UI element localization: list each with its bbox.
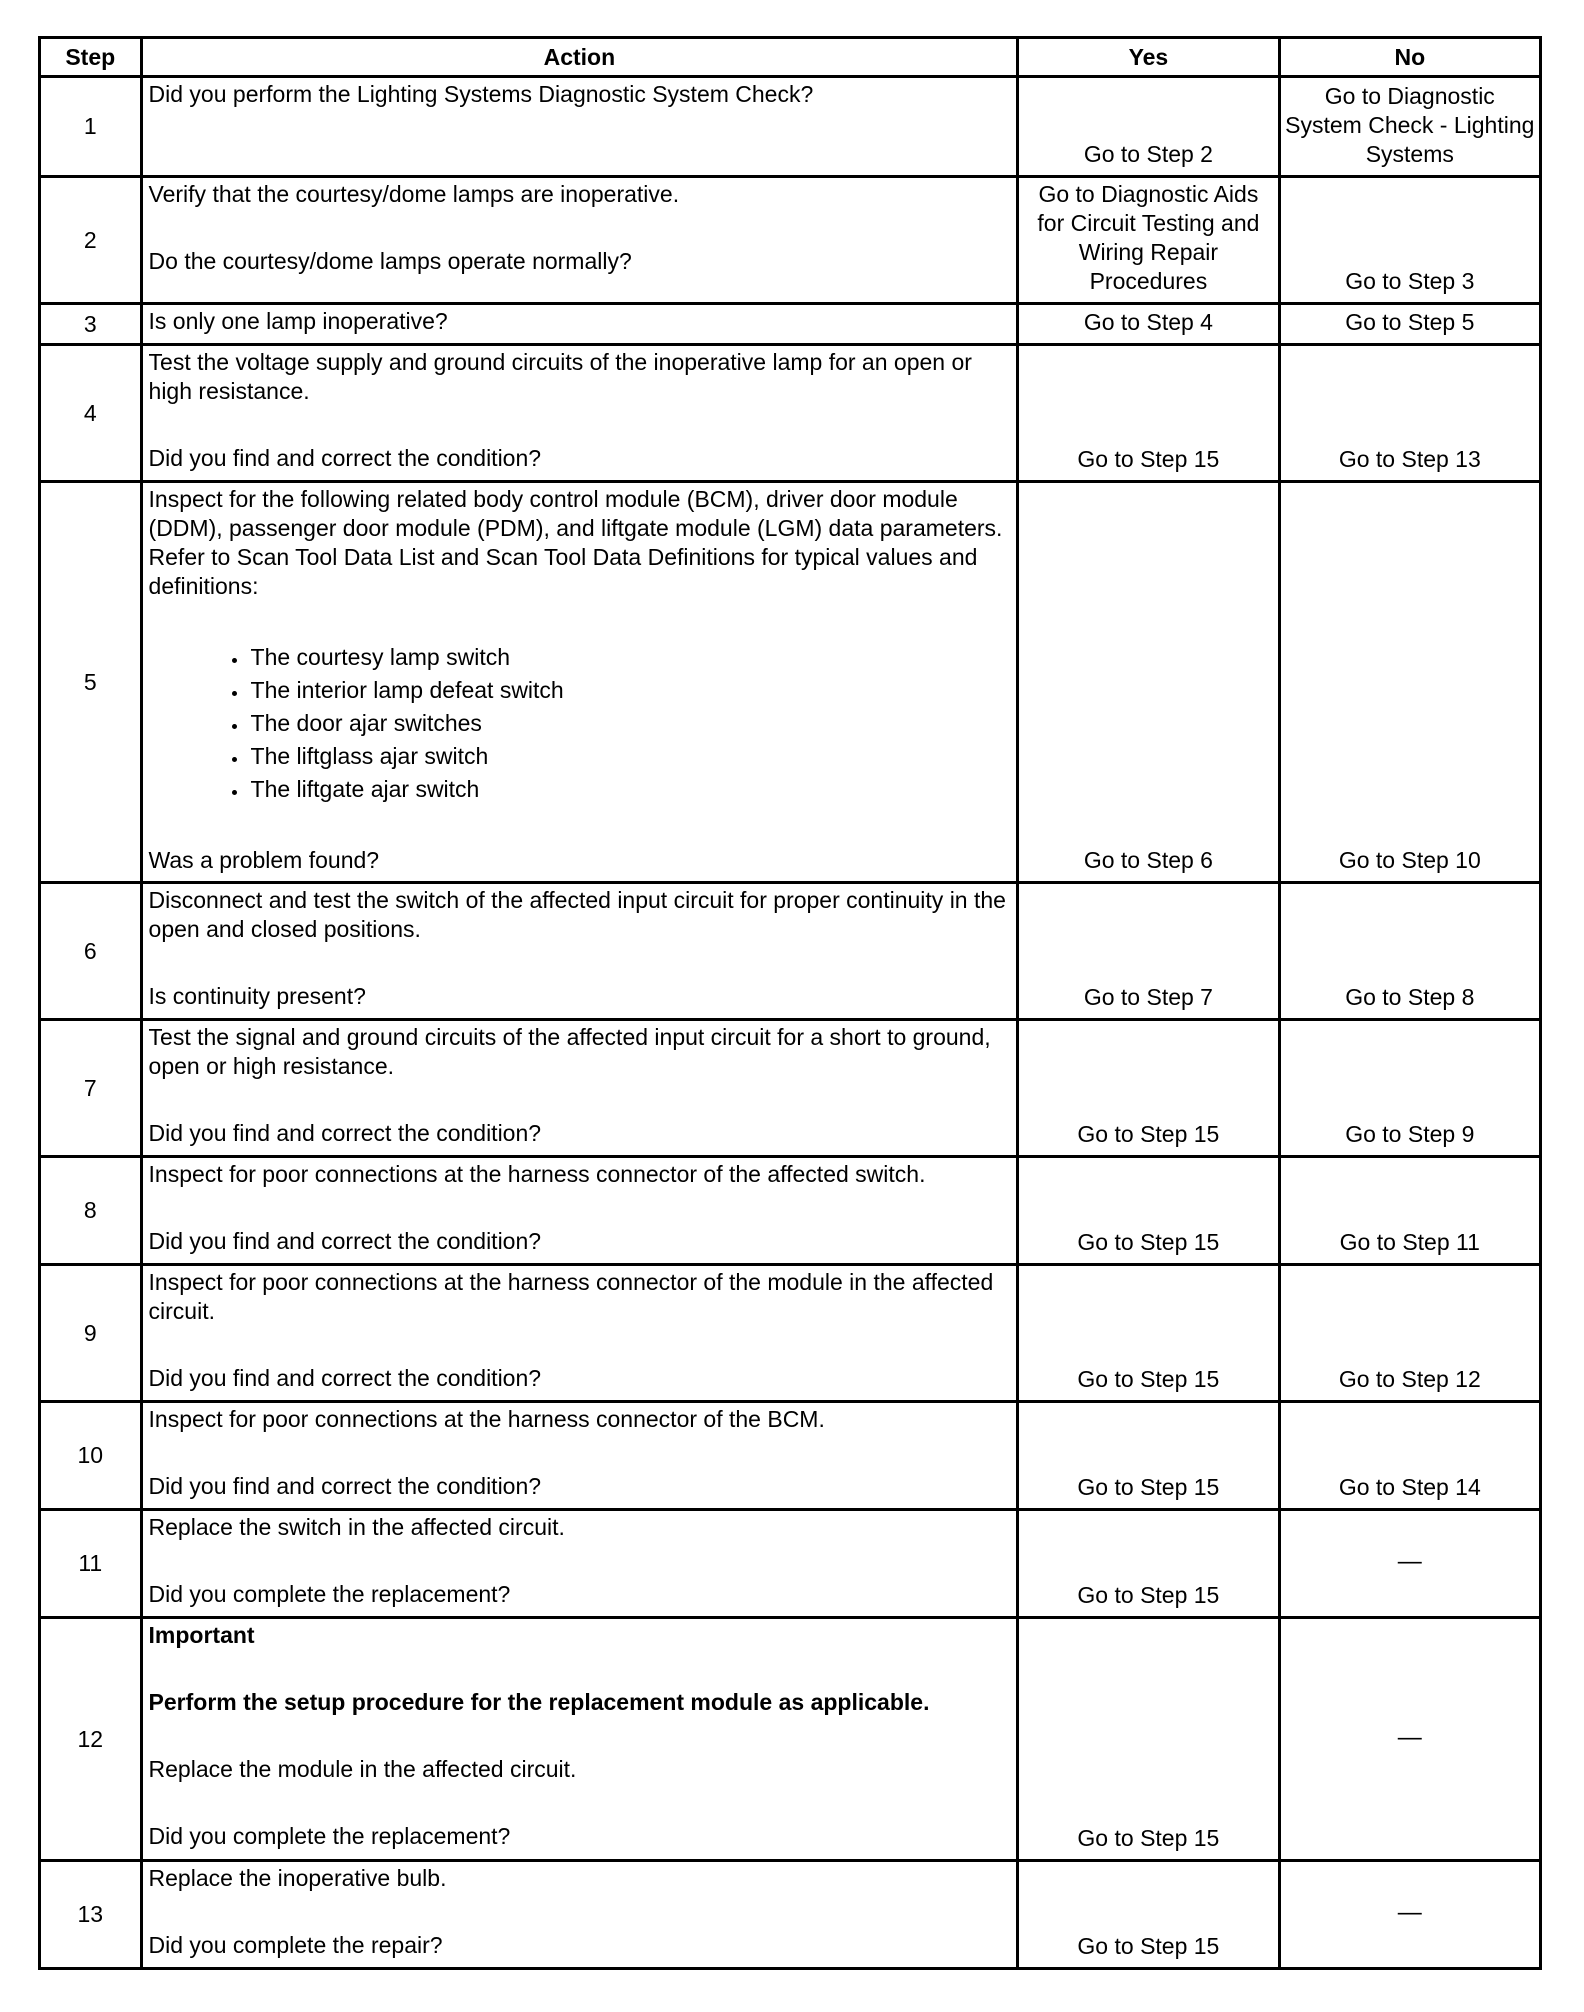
table-row (40, 1020, 1541, 1157)
action-question: Did you find and correct the condition? (148, 1365, 542, 1391)
action-cell (141, 482, 1018, 883)
no-cell: Go to Step 3 (1279, 177, 1540, 304)
action-text: Replace the module in the affected circuit. (148, 1756, 577, 1782)
table-row (40, 304, 1541, 345)
action-text: Verify that the courtesy/dome lamps are inoperative. (148, 181, 680, 207)
parameter-list (149, 641, 1011, 806)
list-item: • The liftglass ajar switch (249, 740, 1011, 773)
table-row (40, 482, 1541, 883)
yes-cell: Go to Step 15 (1018, 1402, 1279, 1510)
yes-cell: Go to Step 15 (1018, 1020, 1279, 1157)
yes-cell: Go to Diagnostic Aids for Circuit Testing and Wiring Repair Procedures (1018, 177, 1279, 304)
no-cell: Go to Step 14 (1279, 1402, 1540, 1510)
step-number: 13 (40, 1861, 142, 1969)
step-number: 10 (40, 1402, 142, 1510)
no-cell: Go to Diagnostic System Check - Lighting Systems (1279, 77, 1540, 177)
action-cell (141, 345, 1018, 482)
no-cell: — (1279, 1618, 1540, 1861)
header-step: Step (40, 38, 142, 77)
action-text: Replace the inoperative bulb. (148, 1865, 447, 1891)
action-question: Is continuity present? (148, 983, 366, 1009)
action-text: Disconnect and test the switch of the affected input circuit for proper continuity in the open and closed positions. (148, 887, 1006, 942)
yes-cell: Go to Step 15 (1018, 345, 1279, 482)
important-label: Important (148, 1622, 255, 1648)
list-item: • The interior lamp defeat switch (249, 674, 1011, 707)
action-text: Inspect for the following related body control module (BCM), driver door module (DDM), passenger door module (PDM), and liftgate module (LGM) data parameters. Refer to Scan Tool Data List and Scan Tool Data Definitions for typical values and definitions: (148, 486, 1003, 599)
header-no: No (1279, 38, 1540, 77)
action-question: Did you find and correct the condition? (148, 1473, 542, 1499)
action-question: Did you find and correct the condition? (148, 445, 542, 471)
action-text: Inspect for poor connections at the harness connector of the affected switch. (148, 1161, 926, 1187)
step-number: 3 (40, 304, 142, 345)
no-cell: Go to Step 5 (1279, 304, 1540, 345)
no-cell: Go to Step 9 (1279, 1020, 1540, 1157)
no-cell: Go to Step 12 (1279, 1265, 1540, 1402)
step-number: 5 (40, 482, 142, 883)
yes-cell: Go to Step 15 (1018, 1861, 1279, 1969)
action-text: Did you perform the Lighting Systems Diagnostic System Check? (148, 81, 814, 107)
action-question: Did you find and correct the condition? (148, 1120, 542, 1146)
action-question: Did you complete the repair? (148, 1932, 443, 1958)
action-question: Did you complete the replacement? (148, 1581, 511, 1607)
action-cell (141, 1861, 1018, 1969)
list-item: • The liftgate ajar switch (249, 773, 1011, 806)
yes-cell: Go to Step 7 (1018, 883, 1279, 1020)
action-question: Did you complete the replacement? (148, 1823, 511, 1849)
table-row (40, 77, 1541, 177)
action-text: Replace the switch in the affected circuit. (148, 1514, 565, 1540)
step-number: 9 (40, 1265, 142, 1402)
step-number: 11 (40, 1510, 142, 1618)
yes-cell: Go to Step 15 (1018, 1157, 1279, 1265)
yes-cell: Go to Step 15 (1018, 1510, 1279, 1618)
step-number: 4 (40, 345, 142, 482)
action-cell (141, 1510, 1018, 1618)
list-item: • The courtesy lamp switch (249, 641, 1011, 674)
header-yes: Yes (1018, 38, 1279, 77)
yes-cell: Go to Step 6 (1018, 482, 1279, 883)
table-row (40, 1861, 1541, 1969)
table-header-row (40, 38, 1541, 77)
table-row (40, 1510, 1541, 1618)
diagnostic-table (38, 36, 1542, 1970)
action-cell (141, 177, 1018, 304)
step-number: 1 (40, 77, 142, 177)
list-item: • The door ajar switches (249, 707, 1011, 740)
action-text: Test the voltage supply and ground circuits of the inoperative lamp for an open or high resistance. (148, 349, 972, 404)
action-question: Was a problem found? (148, 847, 380, 873)
action-cell (141, 1157, 1018, 1265)
yes-cell: Go to Step 15 (1018, 1265, 1279, 1402)
table-row (40, 1265, 1541, 1402)
action-cell (141, 304, 1018, 345)
step-number: 8 (40, 1157, 142, 1265)
action-question: Do the courtesy/dome lamps operate normally? (148, 248, 632, 274)
action-cell (141, 1402, 1018, 1510)
step-number: 7 (40, 1020, 142, 1157)
no-cell: Go to Step 10 (1279, 482, 1540, 883)
yes-cell: Go to Step 4 (1018, 304, 1279, 345)
important-text: Perform the setup procedure for the replacement module as applicable. (148, 1689, 930, 1715)
no-cell: — (1279, 1510, 1540, 1618)
action-cell (141, 1020, 1018, 1157)
table-row (40, 883, 1541, 1020)
action-cell (141, 1265, 1018, 1402)
table-row (40, 1157, 1541, 1265)
action-cell (141, 1618, 1018, 1861)
header-action: Action (141, 38, 1018, 77)
step-number: 12 (40, 1618, 142, 1861)
no-cell: Go to Step 8 (1279, 883, 1540, 1020)
no-cell: Go to Step 11 (1279, 1157, 1540, 1265)
action-text: Test the signal and ground circuits of the affected input circuit for a short to ground, open or high resistance. (148, 1024, 991, 1079)
no-cell: Go to Step 13 (1279, 345, 1540, 482)
table-row (40, 1618, 1541, 1861)
action-text: Inspect for poor connections at the harness connector of the BCM. (148, 1406, 825, 1432)
table-row (40, 345, 1541, 482)
table-row (40, 1402, 1541, 1510)
action-cell (141, 77, 1018, 177)
table-row (40, 177, 1541, 304)
action-cell (141, 883, 1018, 1020)
step-number: 2 (40, 177, 142, 304)
action-question: Did you find and correct the condition? (148, 1228, 542, 1254)
action-question: Is only one lamp inoperative? (148, 308, 448, 334)
yes-cell: Go to Step 2 (1018, 77, 1279, 177)
yes-cell: Go to Step 15 (1018, 1618, 1279, 1861)
action-text: Inspect for poor connections at the harness connector of the module in the affected circuit. (148, 1269, 994, 1324)
no-cell: — (1279, 1861, 1540, 1969)
step-number: 6 (40, 883, 142, 1020)
